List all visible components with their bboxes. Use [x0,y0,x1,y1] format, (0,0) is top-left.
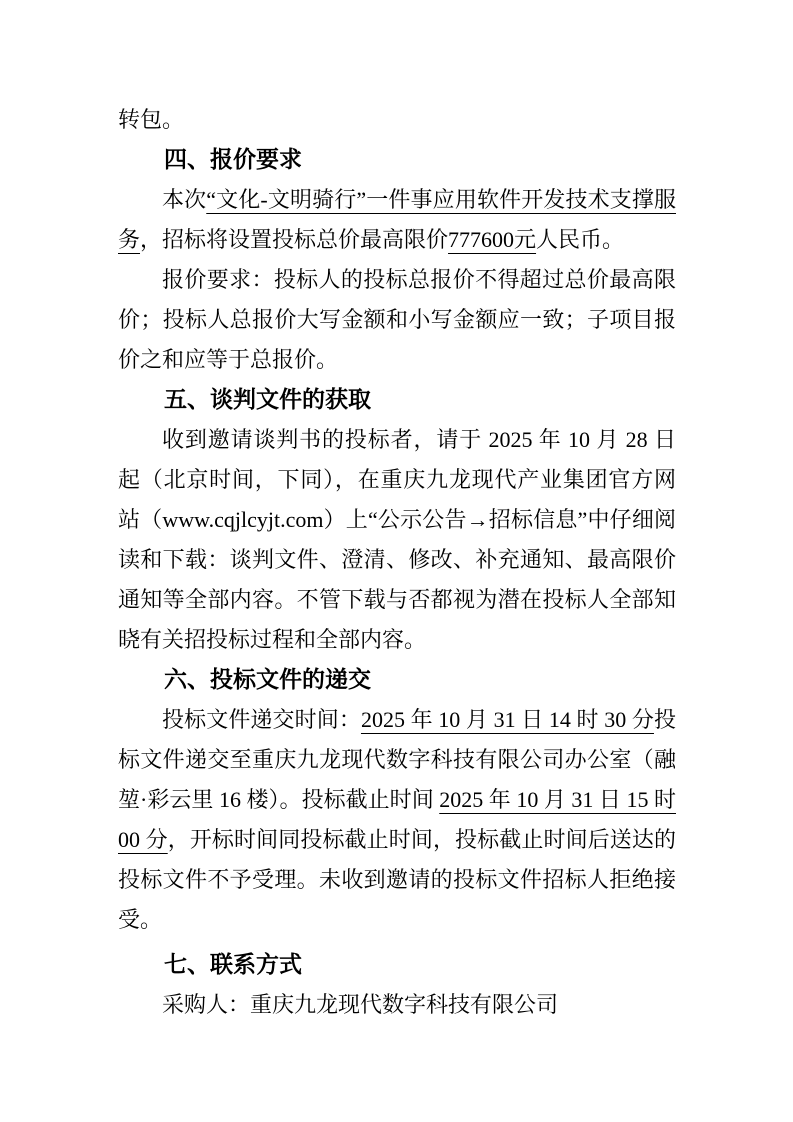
paragraph-pricing-rules [118,260,676,380]
text-segment: ，开标时间同投标截止时间，投标截止时间后送达的投标文件不予受理。未收到邀请的投标文件招标人拒绝接受。 [118,827,676,932]
paragraph-document-acquisition [118,420,676,660]
text-segment: 收到邀请谈判书的投标者，请于 2025 年 10 月 28 日起（北京时间，下同），在重庆九龙现代产业集团官方网站（www.cqjlcyjt.com）上“公示公告→招标信息”中仔细阅读和下载：谈判文件、澄清、修改、补充通知、最高限价通知等全部内容。不管下载与否都视为潜在投标人全部知晓有关招投标过程和全部内容。 [118,427,676,652]
paragraph-purchaser [118,985,676,1025]
section-heading-contact-information: 七、联系方式 [164,952,302,978]
text-segment: 采购人：重庆九龙现代数字科技有限公司 [162,992,559,1017]
paragraph-price-cap [118,180,676,260]
paragraph-bid-submission [118,700,676,940]
text-segment: 报价要求：投标人的投标总报价不得超过总价最高限价；投标人总报价大写金额和小写金额应一致；子项目报价之和应等于总报价。 [118,267,676,372]
text-segment: 投标文件递交时间： [162,707,361,732]
text-segment: 本次 [162,187,207,212]
section-heading-pricing-requirements: 四、报价要求 [164,147,302,173]
underlined-price-cap-amount: 777600元 [448,227,537,252]
underlined-submission-time: 2025 年 10 月 31 日 14 时 30 分 [360,707,654,732]
section-heading-bid-document-submission: 六、投标文件的递交 [164,667,371,693]
section-heading-negotiation-document-acquisition: 五、谈判文件的获取 [164,387,371,413]
text-segment: ，招标将设置投标总价最高限价 [140,227,449,252]
document-content [118,100,676,1025]
underlined-project-name: “文化-文明骑行”一件事应用软件开发技术支撑服务 [118,187,676,252]
text-segment: 投标文件递交至重庆九龙现代数字科技有限公司办公室（融堃·彩云里 16 楼）。投标截止时间 [118,707,676,812]
paragraph-lead-continuation: 转包。 [118,107,185,132]
underlined-deadline-time: 2025 年 10 月 31 日 15 时 00 分 [118,787,676,852]
text-segment: 人民币。 [536,227,625,252]
